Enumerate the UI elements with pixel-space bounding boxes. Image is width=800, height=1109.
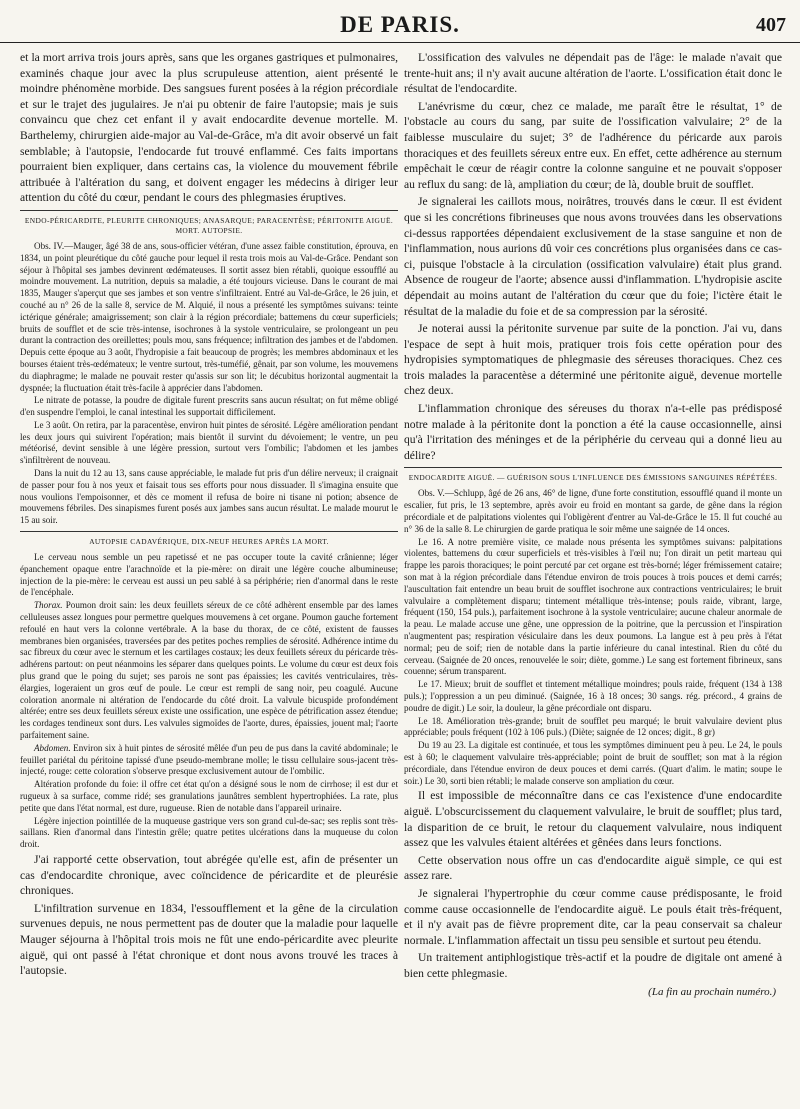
paragraph [20, 743, 398, 778]
paragraph: Obs. IV.—Mauger, âgé 38 de ans, sous-officier vétéran, d'une assez faible constitution, éprouva, en 1834, un point pleurétique du côté gauche pour lequel il resta trois mois au Val-de-Grâce. Pendant son séjour à l'hôpital ses jambes devinrent œdémateuses. Il sortit assez bien rétabli, quoique essoufflé au moindre mouvement. La nutrition, depuis sa maladie, a été toujours vicieuse. Dans le courant de mai 1835, Mauger s'aperçut que ses jambes et son ventre s'infiltraient. Entré au Val-de-Grâce, le 26 juin, et couché au n° 26 de la salle 8, service de M. Alquié, il nous a présenté les symptômes suivans: teinte ictérique générale; amaigrissement; son clair à la région précordiale; battemens du cœur superficiels; bruits de soufflet et de scie très-intense, isochrones à la systole ventriculaire, se prolongeant un peu durant la contraction des oreillettes; pouls mou, sans fréquence; infiltration des jambes et de l'abdomen. Depuis cette époque au 3 août, l'hydropisie a fait beaucoup de progrès; les membres abdominaux et les bourses étaient très-œdémateux; le ventre surtout, très-tuméfié, gênait, par son volume, les mouvemens du diaphragme; le malade ne pouvait rester qu'assis sur son lit; le décubitus horizontal augmentait la dyspnée; la fluctuation était très-facile à apprécier dans l'abdomen. [20, 240, 398, 393]
paragraph: J'ai rapporté cette observation, tout abrégée qu'elle est, afin de présenter un cas d'endocardite chronique, avec coïncidence de péricardite et de pleurésie chroniques. [20, 852, 398, 898]
paragraph: Il est impossible de méconnaître dans ce cas l'existence d'une endocardite aiguë. L'obscurcissement du claquement valvulaire, le bruit de soufflet; plus tard, la disparition de ce bruit, le retour du claquement valvulaire, nous indiquent assez que les valvules étaient altérées et gênées dans leurs fonctions. [404, 789, 782, 850]
paragraph-text: Poumon droit sain: les deux feuillets séreux de ce côté adhèrent ensemble par des lames celluleuses assez longues pour permettre quelques mouvemens à cet organe. Poumon gauche fortement refoulé en haut vers la colonne vertébrale. A la base du thorax, de ce côté, existent de fausses membranes bien organisées, traversées par des petites poches remplies de sérosité. Adhérence intime du sac fibreux du cœur avec le sternum et les cartilages costaux; les deux feuillets séreux du péricarde très-adhérens partout: on peut néanmoins les séparer dans quelques points. Le volume du cœur est deux fois plus grand que le poing du sujet; ses parois ne sont pas épaissies; les cavités ventriculaires, très-élargies, logeraient un gros œuf de poule. Le cœur est rempli de sang noir, peu coagulé. Aucune coloration anormale ni altération de l'endocarde du côté droit. La valvule bicuspide profondément altérée; entre ses deux feuillets séreux existe une ossification, une espèce de pétrification assez étendue; les cordages tendineux sont durs. Les valvules sigmoïdes de l'aorte, dures, épaissies, jouent mal; l'aorte parfaitement saine. [20, 600, 398, 741]
divider [20, 531, 398, 532]
left-column [20, 50, 398, 981]
paragraph: Le 3 août. On retira, par la paracentèse, environ huit pintes de sérosité. Légère amélioration pendant les deux jours qui suivirent l'opération; mais bientôt il survint du dévoiement; le ventre, un peu météorisé, devint sensible à une légère pression, surtout vers l'ombilic; l'abdomen et les jambes s'infiltrèrent de nouveau. [20, 419, 398, 466]
paragraph: L'ossification des valvules ne dépendait pas de l'âge: le malade n'avait que trente-huit ans; il n'y avait aucune altération de l'aorte. L'ossification était donc le résultat de l'endocardite. [404, 51, 782, 96]
paragraph: Je signalerai les caillots mous, noirâtres, trouvés dans le cœur. Il est évident que si les concrétions fibrineuses que nous avons trouvées dans les observations ci-dessus rapportées dépendaient exclusivement de la stase sanguine et non de l'inflammation, nous aurions dû voir ces concrétions plus organisées dans ce cas-ci, puisque l'obstacle à la circulation (ossification valvulaire) était plus grand. Absence de rougeur de l'aorte; absence aussi d'inflammation. L'hydropisie ascite dépendait au moins autant de l'altération du cœur que du foie; l'ictère était le résultat de la maladie du foie et de sa compression par la sérosité. [404, 195, 782, 318]
paragraph: Cette observation nous offre un cas d'endocardite aiguë simple, ce qui est assez rare. [404, 853, 782, 883]
paragraph: Obs. V.—Schlupp, âgé de 26 ans, 46° de ligne, d'une forte constitution, essoufflé quand il monte un escalier, fut pris, le 13 septembre, après avoir eu froid en montant sa garde, de gêne dans la région précordiale et de palpitations violentes qui l'obligèrent d'entrer au Val-de-Grâce le 15. Il fut couché au n° 36 de la salle 8. Le chirurgien de garde pratiqua le soir même une saignée de 14 onces. [404, 488, 782, 534]
section-heading: ENDO-PÉRICARDITE, PLEURITE CHRONIQUES; ANASARQUE; PARACENTÈSE; PÉRITONITE AIGUË. MORT. AUTOPSIE. [24, 215, 394, 235]
page-number: 407 [756, 14, 786, 36]
paragraph: Je noterai aussi la péritonite survenue par suite de la ponction. J'ai vu, dans l'espace de sept à huit mois, pratiquer trois fois cette opération pour des hydropisies symptomatiques de phlegmasie des séreuses thoraciques. Chez ces trois malades la paracentèse a déterminé une péritonite aiguë, devenue mortelle chez deux. [404, 322, 782, 398]
paragraph: Le 17. Mieux; bruit de soufflet et tintement métallique moindres; pouls raide, fréquent (134 à 138 puls.); l'oppression a un peu diminué. (Saignée, 16 à 18 onces; 30 sangs. rég. précord., 4 grains de poudre de digit.) Le soir, la douleur, la gêne précordiale ont disparu. [404, 679, 782, 713]
inline-label: Thorax. [34, 600, 63, 611]
paragraph: Légère injection pointillée de la muqueuse gastrique vers son grand cul-de-sac; ses replis sont très-saillans. Rien d'anormal dans l'intestin grêle; quatre petites ulcérations dans la muqueuse du colon droit. [20, 815, 398, 850]
divider [404, 467, 782, 468]
continuation-note: (La fin au prochain numéro.) [648, 986, 776, 999]
paragraph: Le 18. Amélioration très-grande; bruit de soufflet peu marqué; le bruit valvulaire devient plus appréciable; pouls fréquent (102 à 106 puls.) (Diète; saignée de 12 onces; digit., 8 gr) [404, 715, 782, 738]
paragraph: L'anévrisme du cœur, chez ce malade, me paraît être le résultat, 1° de l'obstacle au cours du sang, par suite de l'ossification valvulaire; 2° de la faiblesse musculaire du sujet; 3° de l'adhérence du péricarde aux parois thoraciques et des feuillets séreux entre eux. En effet, cette adhérence au sternum empêchait le cœur de réagir contre la colonne sanguine et ne pouvait s'opposer au reflux du sang: de là, ampliation du cœur; de là, double bruit de soufflet. [404, 99, 782, 191]
page-title: DE PARIS. [340, 12, 460, 37]
paragraph: Le cerveau nous semble un peu rapetissé et ne pas occuper toute la cavité crânienne; léger épanchement opaque entre l'arachnoïde et la pie-mère: on dirait une légère couche albumineuse; injection de la pie-mère: le cerveau est aussi un peu sablé à sa périphérie; rien d'anormal dans le reste de l'encéphale. [20, 552, 398, 598]
paragraph: Je signalerai l'hypertrophie du cœur comme cause prédisposante, le froid comme cause occasionnelle de l'endocardite aiguë. Le pouls était très-fréquent, et il n'y avait pas de fièvre proprement dite, car la peau conservait sa chaleur normale. L'inflammation affectait un tissu peu sensible et surtout peu étendu. [404, 886, 782, 947]
paragraph: L'infiltration survenue en 1834, l'essoufflement et la gêne de la circulation survenues depuis, ne nous permettent pas de douter que la maladie pour laquelle Mauger séjourna à l'hôpital trois mois ne fût une endo-péricardite avec pleurite aiguë, qui ont passé à l'état chronique et dont nous avons trouvé les traces à l'autopsie. [20, 901, 398, 978]
page-header [0, 0, 800, 43]
paragraph: Altération profonde du foie: il offre cet état qu'on a désigné sous le nom de cirrhose; il est dur et rugueux à sa surface, comme ridé; ses granulations jaunâtres semblent hypertrophiées. La rate, plus petite que dans l'état normal, est dure, rugueuse. Rien de notable dans l'appareil urinaire. [20, 779, 398, 813]
paragraph [20, 600, 398, 742]
divider [20, 210, 398, 211]
paragraph: Du 19 au 23. La digitale est continuée, et tous les symptômes diminuent peu à peu. Le 24, le pouls est à 60; le claquement valvulaire très-appréciable; point de bruit de soufflet; son mat à la région précordiale, dans l'étendue environ de deux pouces et demi carrés. (Quart d'alim. le matin; soupe le soir.) Le 30, sorti bien rétabli; le malade conserve son ampliation du cœur. [404, 740, 782, 786]
inline-label: Abdomen. [34, 742, 71, 753]
paragraph: et la mort arriva trois jours après, sans que les organes gastriques et pulmonaires, examinés chaque jour avec la plus scrupuleuse attention, aient présenté le moindre phénomène morbide. Des sangsues furent posées à la région précordiale et sur le trajet des jugulaires. Je n'ai pu obtenir de faire l'autopsie; mais je suis convaincu que chez cet enfant il y avait endocardite devenue mortelle. M. Barthelemy, chirurgien aide-major au Val-de-Grâce, m'a dit avoir observé un fait semblable; à l'autopsie, l'endocarde fut trouvé enflammé. Ces faits importans pourraient bien expliquer, dans certains cas, la violence du mouvement fébrile attribuée à l'altération du sang, et doivent engager les médecins à diriger leur attention du côté du cœur, pendant le cours des phlegmasies éruptives. [20, 51, 398, 205]
right-column [404, 50, 782, 999]
section-heading: AUTOPSIE CADAVÉRIQUE, DIX-NEUF HEURES APRÈS LA MORT. [89, 537, 329, 547]
paragraph-text: Environ six à huit pintes de sérosité mêlée d'un peu de pus dans la cavité abdominale; le feuillet pariétal du péritoine tapissé d'une pseudo-membrane molle; le tissu cellulaire sous-jacent très-injecté, rouge: cette coloration s'observe presque exclusivement autour de l'ombilic. [20, 742, 398, 777]
paragraph: Le nitrate de potasse, la poudre de digitale furent prescrits sans aucun résultat; on fut même obligé d'en suspendre l'emploi, le canal intestinal les supportait difficilement. [20, 395, 398, 418]
paragraph: Un traitement antiphlogistique très-actif et la poudre de digitale ont amené à bien cette phlegmasie. [404, 951, 782, 980]
paragraph: Dans la nuit du 12 au 13, sans cause appréciable, le malade fut pris d'un délire nerveux; il craignait de passer pour fou à nos yeux et faisait tous ses efforts pour nous dissuader. Il s'imagina ensuite que nous voulions l'empoisonner, et dès ce moment il refusa de boire ni tisane ni potion; absence de mouvemens fébriles. Des sinapismes furent posés aux jambes sans aucun résultat. Le malade mourut le 15 au soir. [20, 468, 398, 526]
paragraph: Le 16. A notre première visite, ce malade nous présenta les symptômes suivans: palpitations violentes, battemens du cœur superficiels et très-visibles à l'œil nu; l'on dirait un petit marteau qui frappe les parois thoraciques; le point percuté par cet organe est très-borné; léger frémissement cataire; son mat à la région précordiale dans l'étendue environ de trois pouces à trois pouces et demi carrés; l'auscultation fait entendre un beau bruit de soufflet isochrone aux contractions ventriculaires; le bruit valvulaire a complètement disparu; tintement métallique très-intense; pouls raide, vibrant, large, fréquent (150, 154 puls.), parfaitement isochrone à la systole ventriculaire; aucune chaleur anormale de la peau. Le malade accuse une gêne, une oppression de la poitrine, que la percussion et l'inspiration n'augmentent pas; respiration vésiculaire dans les deux poumons. La langue est à peu près à l'état normal; peu de soif; rien de notable dans la partie inférieure du canal intestinal. Rien du côté du cerveau. (Saignée de 20 onces, renouvelée le soir; diète, gomme.) Le sang est fortement fibrineux, sans couenne; sérum transparent. [404, 536, 782, 677]
section-heading: ENDOCARDITE AIGUË. — GUÉRISON SOUS L'INFLUENCE DES ÉMISSIONS SANGUINES RÉPÉTÉES. [408, 473, 778, 483]
paragraph: L'inflammation chronique des séreuses du thorax n'a-t-elle pas prédisposé notre malade à la péritonite dont la ponction a été la cause occasionnelle, ainsi qu'à l'irritation des méninges et de la périphérie du cerveau qui a donné lieu au délire? [404, 402, 782, 462]
